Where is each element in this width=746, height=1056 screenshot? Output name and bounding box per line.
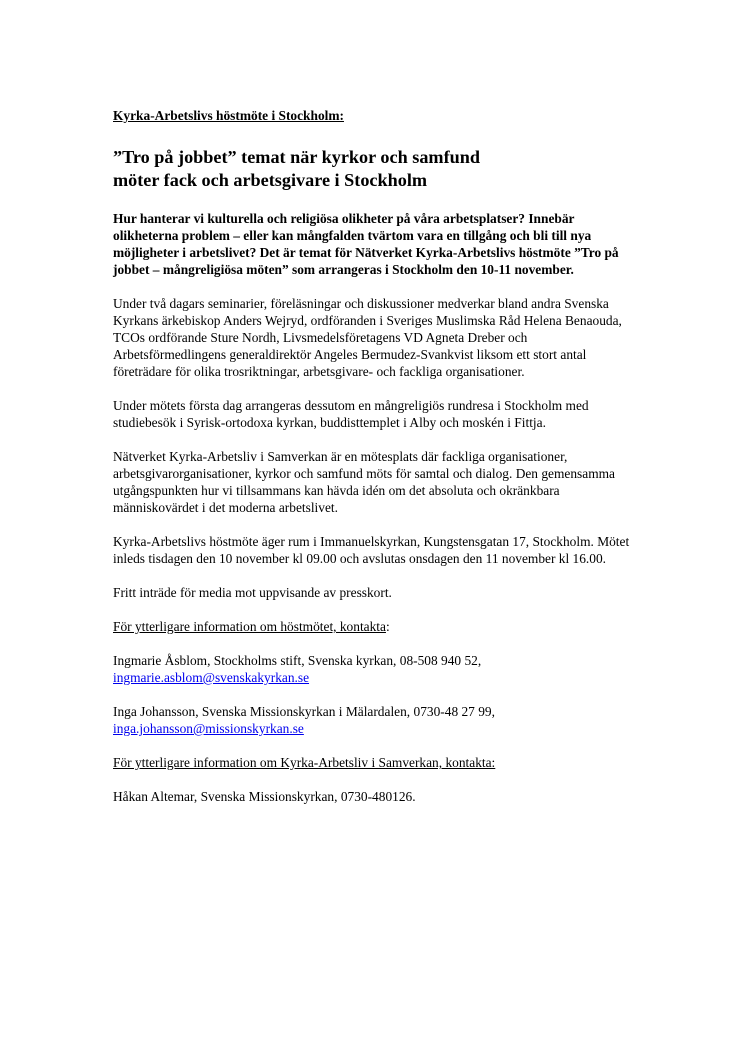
contact-entry-text: Ingmarie Åsblom, Stockholms stift, Svenska kyrkan, 08-508 940 52,	[113, 653, 482, 668]
contact-heading-meeting-text: För ytterligare information om höstmötet, kontakta	[113, 619, 386, 634]
body-paragraph-participants: Under två dagars seminarier, föreläsningar och diskussioner medverkar bland andra Svenska Kyrkans ärkebiskop Anders Wejryd, ordföranden i Sveriges Muslimska Råd Helena Benaouda, TCOs ordförande Sture Nordh, Livsmedelsföretagens VD Agneta Dreber och Arbetsförmedlingens generaldirektör Angeles Bermudez-Svankvist liksom ett stort antal företrädare för olika trosriktningar, arbetsgivare- och fackliga organisationer.	[113, 296, 622, 379]
kicker-heading: Kyrka-Arbetslivs höstmöte i Stockholm:	[113, 108, 344, 123]
lead-paragraph: Hur hanterar vi kulturella och religiösa olikheter på våra arbetsplatser? Innebär olikheterna problem – eller kan mångfalden tvärtom vara en tillgång och bli till nya möjligheter i arbetslivet? Det är temat för Nätverket Kyrka-Arbetslivs höstmöte ”Tro på jobbet – mångreligiösa möten” som arrangeras i Stockholm den 10-11 november.	[113, 211, 619, 277]
body-paragraph-venue: Kyrka-Arbetslivs höstmöte äger rum i Immanuelskyrkan, Kungstensgatan 17, Stockholm. Mötet inleds tisdagen den 10 november kl 09.00 och avslutas onsdagen den 11 november kl 16.00.	[113, 534, 630, 566]
contact-heading-meeting	[113, 618, 633, 635]
email-link-asblom[interactable]: ingmarie.asblom@svenskakyrkan.se	[113, 670, 310, 685]
contact-heading-meeting-colon: :	[385, 619, 390, 634]
body-paragraph-network: Nätverket Kyrka-Arbetsliv i Samverkan är en mötesplats där fackliga organisationer, arbetsgivarorganisationer, kyrkor och samfund möts för samtal och dialog. Den gemensamma utgångspunkten hur vi tillsammans kan hävda idén om det absoluta och okränkbara människovärdet i det moderna arbetslivet.	[113, 449, 615, 515]
press-release	[113, 107, 633, 822]
headline-line-2: möter fack och arbetsgivare i Stockholm	[113, 170, 428, 190]
contact-entry-johansson	[113, 703, 633, 737]
headline	[113, 146, 633, 192]
email-link-johansson[interactable]: inga.johansson@missionskyrkan.se	[113, 721, 304, 736]
contact-heading-network: För ytterligare information om Kyrka-Arbetsliv i Samverkan, kontakta:	[113, 755, 496, 770]
body-paragraph-media: Fritt inträde för media mot uppvisande av presskort.	[113, 585, 392, 600]
contact-entry-text: Inga Johansson, Svenska Missionskyrkan i Mälardalen, 0730-48 27 99,	[113, 704, 495, 719]
body-paragraph-tour: Under mötets första dag arrangeras dessutom en mångreligiös rundresa i Stockholm med studiebesök i Syrisk-ortodoxa kyrkan, buddisttemplet i Alby och moskén i Fittja.	[113, 398, 589, 430]
headline-line-1: ”Tro på jobbet” temat när kyrkor och samfund	[113, 147, 480, 167]
contact-entry-asblom	[113, 652, 633, 686]
contact-entry-altemar: Håkan Altemar, Svenska Missionskyrkan, 0730-480126.	[113, 789, 416, 804]
